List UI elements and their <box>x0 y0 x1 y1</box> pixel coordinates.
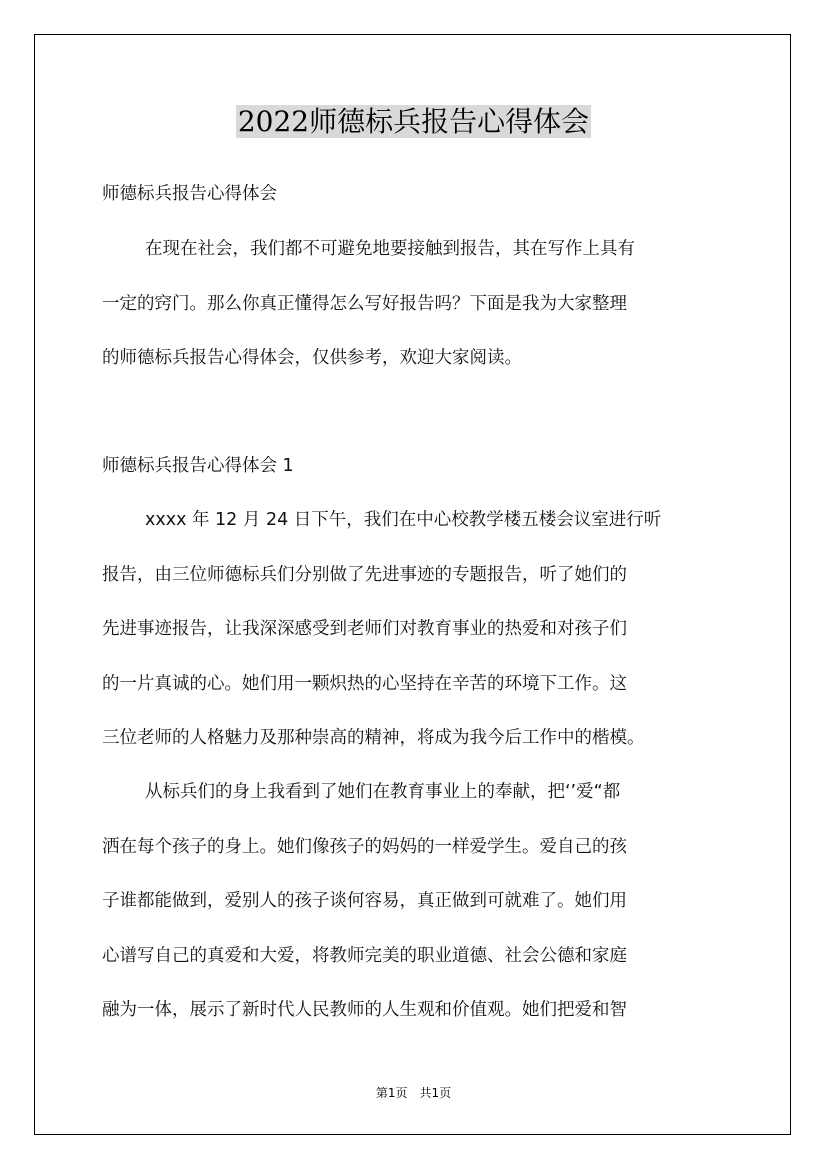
paragraph-line: 的一片真诚的心。她们用一颗炽热的心坚持在辛苦的环境下工作。这 <box>102 674 627 694</box>
paragraph-line: 在现在社会，我们都不可避免地要接触到报告，其在写作上具有 <box>145 239 635 259</box>
paragraph-line: 的师德标兵报告心得体会，仅供参考，欢迎大家阅读。 <box>102 348 522 368</box>
document-title-text: 2022师德标兵报告心得体会 <box>237 105 590 138</box>
section-heading: 师德标兵报告心得体会 <box>102 184 277 204</box>
paragraph-line: xxxx 年 12 月 24 日下午，我们在中心校教学楼五楼会议室进行听 <box>145 510 662 530</box>
paragraph-line: 从标兵们的身上我看到了她们在教育事业上的奉献，把‘’爱“都 <box>145 782 621 802</box>
paragraph-line: 融为一体，展示了新时代人民教师的人生观和价值观。她们把爱和智 <box>102 1000 627 1020</box>
paragraph-line: 三位老师的人格魅力及那种崇高的精神，将成为我今后工作中的楷模。 <box>102 728 645 748</box>
paragraph-line: 报告，由三位师德标兵们分别做了先进事迹的专题报告，听了她们的 <box>102 565 627 585</box>
paragraph-line: 心谱写自己的真爱和大爱，将教师完美的职业道德、社会公德和家庭 <box>102 946 627 966</box>
paragraph-line: 先进事迹报告，让我深深感受到老师们对教育事业的热爱和对孩子们 <box>102 619 627 639</box>
paragraph-line: 一定的窍门。那么你真正懂得怎么写好报告吗？下面是我为大家整理 <box>102 294 627 314</box>
page-footer: 第1页 共1页 <box>375 1086 452 1100</box>
section-heading: 师德标兵报告心得体会 1 <box>102 456 294 476</box>
paragraph-line: 洒在每个孩子的身上。她们像孩子的妈妈的一样爱学生。爱自己的孩 <box>102 837 627 857</box>
paragraph-line: 子谁都能做到，爱别人的孩子谈何容易，真正做到可就难了。她们用 <box>102 891 627 911</box>
document-title <box>0 102 827 142</box>
